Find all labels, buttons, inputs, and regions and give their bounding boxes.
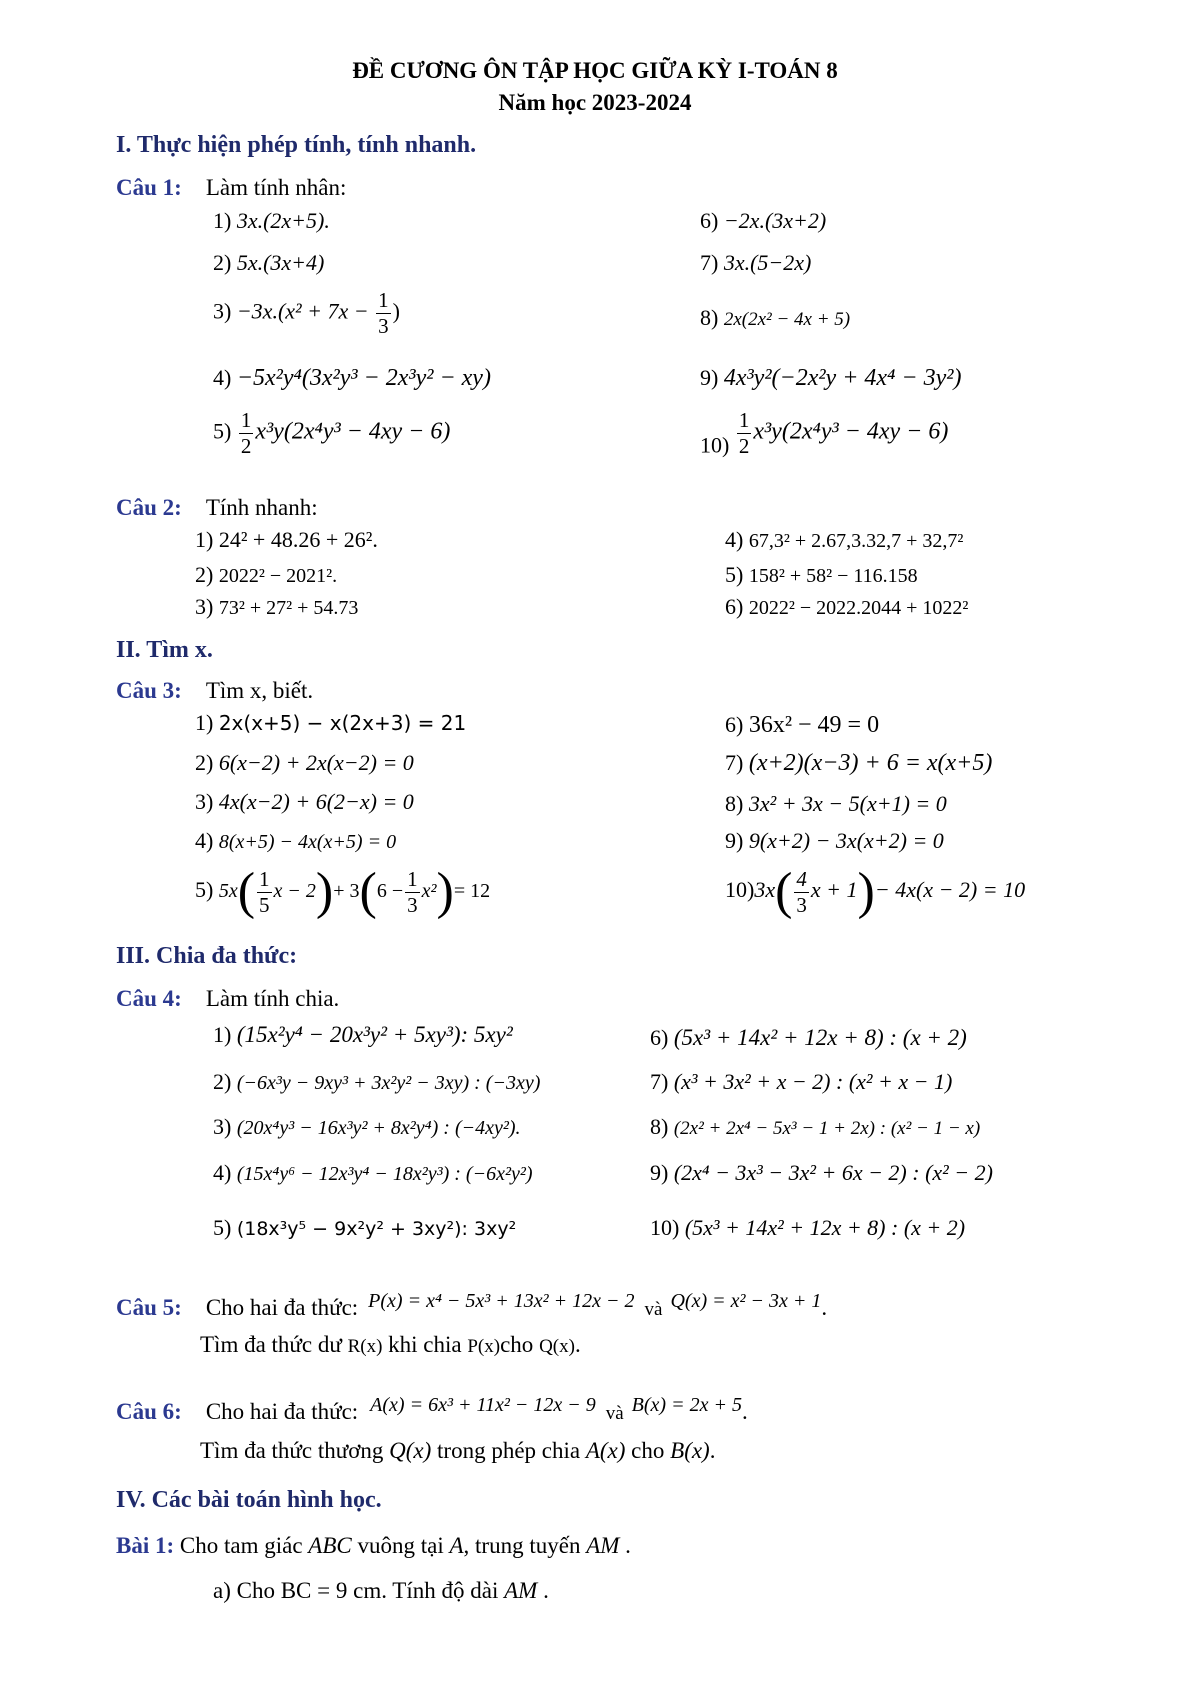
problem-text: Cho tam giác [179, 1533, 303, 1558]
list-item [195, 710, 466, 736]
math-term: ABC [308, 1533, 352, 1558]
polynomial-b: B(x) = 2x + 5 [631, 1394, 742, 1416]
question-text: Cho hai đa thức: [205, 1399, 359, 1424]
item-expression: (x³ + 3x² + x − 2) : (x² + x − 1) [673, 1069, 953, 1094]
item-number: 4) [213, 365, 232, 390]
item-number: 5) [195, 877, 214, 903]
item-number: 5) [213, 418, 232, 444]
fraction-numerator: 1 [407, 866, 418, 891]
item-expression: (20x⁴y³ − 16x³y² + 8x²y⁴) : (−4xy²). [236, 1117, 521, 1139]
problem-text: , trung tuyến [463, 1533, 581, 1558]
fraction [737, 410, 752, 457]
item-number: 8) [650, 1114, 669, 1139]
question-label: Câu 4: [116, 986, 182, 1011]
question-6-header [116, 1394, 748, 1425]
question-text: Làm tính chia. [205, 986, 340, 1011]
question-3-header [116, 678, 313, 704]
item-number: 3) [213, 1114, 232, 1139]
fraction [376, 290, 391, 337]
item-expression: 5x [218, 880, 238, 903]
fraction-denominator: 2 [738, 434, 750, 458]
list-item [195, 750, 414, 776]
item-expression: x² [421, 880, 437, 903]
item-number: 6) [650, 1025, 669, 1050]
item-expression: (15x⁴y⁶ − 12x³y⁴ − 18x²y³) : (−6x²y²) [236, 1163, 533, 1185]
item-number: 1) [195, 527, 214, 552]
sentence-end: . [709, 1438, 716, 1463]
instruction-text: cho [631, 1438, 665, 1463]
item-expression: (−6x³y − 9xy³ + 3x²y² − 3xy) : (−3xy) [236, 1072, 541, 1094]
list-item [650, 1215, 965, 1241]
item-expression: −3x.(x² + 7x − [236, 298, 375, 324]
item-number: 2) [213, 250, 232, 275]
fraction-numerator: 1 [240, 408, 252, 432]
item-number: 1) [213, 208, 232, 233]
question-5-instruction [200, 1332, 581, 1358]
list-item [195, 789, 414, 815]
math-term: R(x) [347, 1336, 383, 1357]
item-expression: (15x²y⁴ − 20x³y² + 5xy³): 5xy² [236, 1022, 513, 1047]
list-item [213, 365, 491, 392]
item-expression: 3x.(2x+5). [236, 208, 330, 233]
list-item [700, 250, 811, 276]
item-expression: (5x³ + 14x² + 12x + 8) : (x + 2) [684, 1215, 966, 1240]
list-item [725, 594, 968, 620]
math-term: B(x) [670, 1438, 710, 1463]
fraction-numerator: 1 [259, 866, 270, 891]
item-number: 7) [725, 750, 744, 775]
item-expression: 3x.(5−2x) [723, 250, 812, 275]
math-term: Q(x) [539, 1336, 575, 1357]
list-item [725, 562, 918, 588]
item-expression: −2x.(3x+2) [723, 208, 827, 233]
list-item [195, 863, 491, 920]
fraction-denominator: 3 [407, 892, 418, 917]
question-4-header [116, 986, 339, 1012]
item-number: 7) [650, 1069, 669, 1094]
item-number: 8) [700, 305, 719, 330]
item-expression: 36x² − 49 = 0 [748, 712, 880, 738]
item-number: 4) [195, 828, 214, 853]
instruction-text: trong phép chia [437, 1438, 581, 1463]
item-expression: 4x(x−2) + 6(2−x) = 0 [218, 789, 414, 814]
item-expression: x + 1 [810, 877, 858, 903]
instruction-text: khi chia [388, 1332, 462, 1357]
item-number: 2) [195, 750, 214, 775]
fraction-denominator: 3 [378, 314, 389, 338]
math-term: Q(x) [389, 1438, 432, 1463]
item-expression: 2x(2x² − 4x + 5) [723, 309, 851, 330]
item-number: 5) [725, 562, 744, 587]
item-expression: 24² + 48.26 + 26². [218, 527, 378, 552]
item-number: 2) [195, 562, 214, 587]
problem-text: vuông tại [357, 1533, 444, 1558]
math-term: A [449, 1533, 464, 1558]
sentence-end: . [741, 1399, 748, 1424]
fraction [405, 866, 420, 917]
list-item [213, 1215, 516, 1241]
math-term: P(x) [467, 1336, 501, 1357]
close-paren: ) [436, 863, 454, 920]
item-expression: 2022² − 2022.2044 + 1022² [748, 597, 969, 619]
list-item [213, 250, 324, 276]
item-expression-end: ) [392, 298, 400, 324]
fraction [257, 866, 272, 917]
item-number: 9) [725, 828, 744, 853]
sentence-end: . [574, 1332, 581, 1357]
item-expression: = 12 [453, 880, 491, 903]
list-item [650, 1025, 967, 1051]
item-expression: 158² + 58² − 116.158 [748, 565, 918, 587]
item-expression: 73² + 27² + 54.73 [218, 597, 359, 619]
item-number: 1) [195, 710, 214, 735]
list-item [650, 1114, 980, 1140]
math-term: AM [586, 1533, 620, 1558]
question-label: Câu 2: [116, 495, 182, 520]
item-expression: 5x.(3x+4) [236, 250, 325, 275]
item-expression: (x+2)(x−3) + 6 = x(x+5) [748, 750, 993, 776]
section-heading-1: I. Thực hiện phép tính, tính nhanh. [116, 132, 477, 158]
question-5-header [116, 1290, 827, 1321]
list-item [725, 750, 992, 777]
item-expression: 8(x+5) − 4x(x+5) = 0 [218, 831, 397, 853]
item-expression: x − 2 [273, 880, 316, 903]
math-term: A(x) [585, 1438, 626, 1463]
item-expression: + 3 [333, 880, 360, 903]
item-number: 5) [213, 1215, 232, 1240]
polynomial-p: P(x) = x⁴ − 5x³ + 13x² + 12x − 2 [368, 1290, 635, 1312]
open-paren: ( [237, 863, 256, 920]
page-subtitle: Năm học 2023-2024 [498, 90, 692, 115]
item-number: 8) [725, 791, 744, 816]
list-item [213, 1069, 540, 1095]
conjunction-text: và [605, 1403, 624, 1424]
item-expression: (5x³ + 14x² + 12x + 8) : (x + 2) [673, 1025, 967, 1050]
item-number: 10) [700, 432, 730, 458]
list-item [725, 712, 879, 739]
question-text: Tính nhanh: [205, 495, 318, 520]
problem-text: a) Cho BC = 9 cm. Tính độ dài [213, 1578, 499, 1603]
page-title: ĐỀ CƯƠNG ÔN TẬP HỌC GIỮA KỲ I-TOÁN 8 [352, 58, 838, 83]
list-item [725, 527, 963, 553]
open-paren: ( [775, 863, 793, 920]
question-label: Câu 6: [116, 1399, 182, 1424]
item-expression: −5x²y⁴(3x²y³ − 2x³y² − xy) [236, 365, 491, 391]
list-item [195, 594, 358, 620]
item-expression: x³y(2x⁴y³ − 4xy − 6) [753, 418, 949, 445]
section-heading-2: II. Tìm x. [116, 637, 213, 663]
item-expression: 6 − [376, 880, 404, 903]
math-term: AM [504, 1578, 538, 1603]
fraction-numerator: 1 [378, 288, 389, 312]
item-expression: 3x [754, 877, 776, 903]
list-item [213, 1114, 521, 1140]
item-expression: x³y(2x⁴y³ − 4xy − 6) [255, 418, 451, 445]
question-1-header [116, 175, 346, 201]
problem-label: Bài 1: [116, 1533, 175, 1558]
list-item [700, 365, 961, 392]
fraction-denominator: 5 [259, 892, 270, 917]
question-2-header [116, 495, 318, 521]
fraction [794, 866, 809, 917]
fraction-denominator: 2 [240, 434, 252, 458]
item-number: 2) [213, 1069, 232, 1094]
item-number: 4) [213, 1160, 232, 1185]
item-number: 6) [700, 208, 719, 233]
item-number: 10) [650, 1215, 680, 1240]
section-heading-4: IV. Các bài toán hình học. [116, 1487, 382, 1513]
fraction-numerator: 4 [796, 866, 807, 891]
question-label: Câu 3: [116, 678, 182, 703]
list-item [700, 305, 850, 331]
question-label: Câu 1: [116, 175, 182, 200]
close-paren: ) [857, 863, 875, 920]
item-expression: 3x² + 3x − 5(x+1) = 0 [748, 791, 947, 816]
item-expression: 2x(x+5) − x(2x+3) = 21 [218, 711, 467, 735]
instruction-text: cho [500, 1332, 534, 1357]
item-number: 6) [725, 712, 744, 737]
open-paren: ( [359, 863, 377, 920]
item-number: 3) [195, 789, 214, 814]
list-item [213, 1022, 513, 1048]
section-heading-3: III. Chia đa thức: [116, 943, 298, 969]
question-text: Làm tính nhân: [205, 175, 347, 200]
problem-1 [116, 1533, 631, 1559]
list-item [700, 208, 826, 234]
item-expression: 2022² − 2021². [218, 565, 338, 587]
item-expression: (2x⁴ − 3x³ − 3x² + 6x − 2) : (x² − 2) [673, 1160, 993, 1185]
item-number: 9) [700, 365, 719, 390]
sentence-end: . [821, 1295, 828, 1320]
list-item [195, 828, 396, 854]
fraction-numerator: 1 [738, 408, 750, 432]
list-item [195, 562, 337, 588]
polynomial-q: Q(x) = x² − 3x + 1 [670, 1290, 822, 1312]
item-expression: (2x² + 2x⁴ − 5x³ − 1 + 2x) : (x² − 1 − x) [673, 1118, 981, 1139]
item-expression: (18x³y⁵ − 9x²y² + 3xy²): 3xy² [236, 1218, 517, 1240]
list-item [213, 410, 450, 457]
instruction-text: Tìm đa thức thương [200, 1438, 384, 1463]
question-label: Câu 5: [116, 1295, 182, 1320]
list-item [725, 863, 1026, 920]
polynomial-a: A(x) = 6x³ + 11x² − 12x − 9 [370, 1394, 596, 1416]
item-expression: 67,3² + 2.67,3.32,7 + 32,7² [748, 530, 964, 552]
list-item [725, 791, 947, 817]
list-item [213, 290, 400, 337]
item-number: 3) [195, 594, 214, 619]
item-number: 7) [700, 250, 719, 275]
sentence-end: . [625, 1533, 631, 1558]
item-number: 4) [725, 527, 744, 552]
item-expression: 4x³y²(−2x²y + 4x⁴ − 3y²) [723, 365, 962, 391]
item-number: 9) [650, 1160, 669, 1185]
item-expression: − 4x(x − 2) = 10 [874, 877, 1026, 903]
list-item [213, 208, 330, 234]
item-number: 1) [213, 1022, 232, 1047]
question-text: Cho hai đa thức: [205, 1295, 359, 1320]
item-number: 6) [725, 594, 744, 619]
conjunction-text: và [644, 1299, 663, 1320]
list-item [650, 1069, 952, 1095]
item-number: 10) [725, 877, 755, 903]
list-item [725, 828, 944, 854]
question-6-instruction [200, 1438, 715, 1464]
item-expression: 9(x+2) − 3x(x+2) = 0 [748, 828, 944, 853]
question-text: Tìm x, biết. [205, 678, 314, 703]
list-item [700, 410, 948, 459]
list-item [213, 1160, 532, 1186]
list-item [195, 527, 378, 553]
sentence-end: . [543, 1578, 549, 1603]
item-expression: 6(x−2) + 2x(x−2) = 0 [218, 750, 414, 775]
item-number: 3) [213, 298, 232, 324]
fraction [239, 410, 254, 457]
problem-1-part-a [213, 1578, 549, 1604]
instruction-text: Tìm đa thức dư [200, 1332, 342, 1357]
close-paren: ) [315, 863, 334, 920]
fraction-denominator: 3 [796, 892, 807, 917]
list-item [650, 1160, 993, 1186]
